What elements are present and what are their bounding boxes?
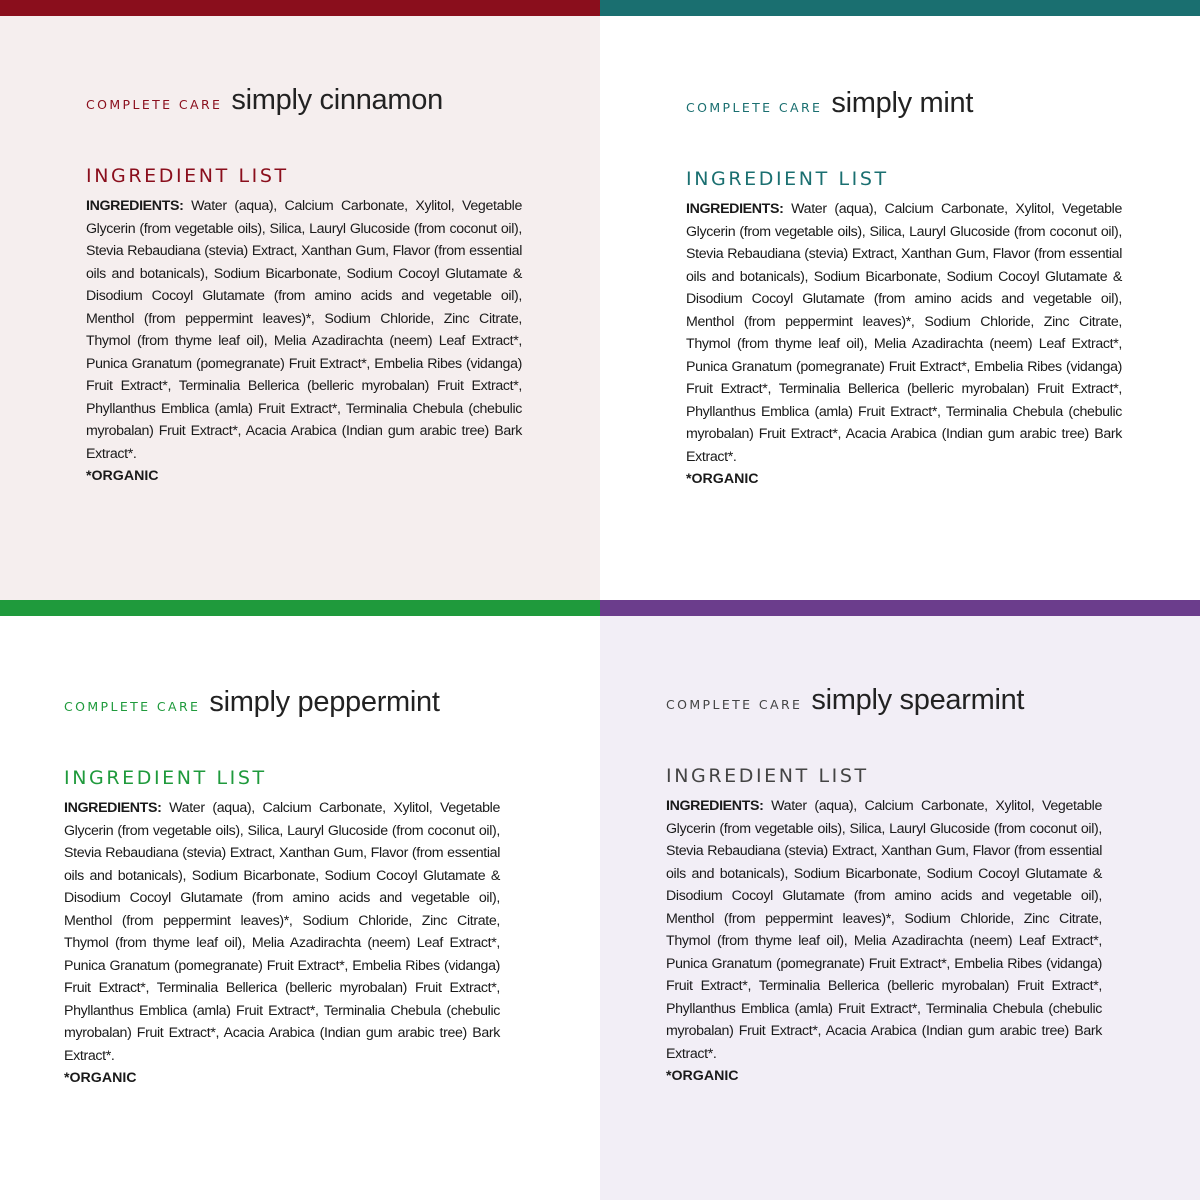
panel-content [686,89,1122,490]
ingredient-list-title: INGREDIENT LIST [64,767,267,789]
accent-bar [0,0,600,16]
ingredient-list-title: INGREDIENT LIST [686,168,889,190]
ingredients-label: INGREDIENTS: [86,198,184,214]
panel-mint [600,0,1200,600]
accent-bar [0,600,600,616]
product-name: simply spearmint [811,684,1025,716]
ingredients-body: Water (aqua), Calcium Carbonate, Xylitol, Vegetable Glycerin (from vegetable oils), Silica, Lauryl Glucoside (from coconut oil), Stevia Rebaudiana (stevia) Extract, Xanthan Gum, Flavor (from essential oils and botanicals), Sodium Bicarbonate, Sodium Cocoyl Glutamate & Disodium Cocoyl Glutamate (from amino acids and vegetable oil), Menthol (from peppermint leaves)*, Sodium Chloride, Zinc Citrate, Thymol (from thyme leaf oil), Melia Azadirachta (neem) Leaf Extract*, Punica Granatum (pomegranate) Fruit Extract*, Embelia Ribes (vidanga) Fruit Extract*, Terminalia Bellerica (belleric myrobalan) Fruit Extract*, Phyllanthus Emblica (amla) Fruit Extract*, Terminalia Chebula (chebulic myrobalan) Fruit Extract*, Acacia Arabica (Indian gum arabic tree) Bark Extract*. [64,800,500,1064]
ingredients-text [666,795,1102,1065]
ingredients-label: INGREDIENTS: [64,800,162,816]
ingredients-body: Water (aqua), Calcium Carbonate, Xylitol, Vegetable Glycerin (from vegetable oils), Silica, Lauryl Glucoside (from coconut oil), Stevia Rebaudiana (stevia) Extract, Xanthan Gum, Flavor (from essential oils and botanicals), Sodium Bicarbonate, Sodium Cocoyl Glutamate & Disodium Cocoyl Glutamate (from amino acids and vegetable oil), Menthol (from peppermint leaves)*, Sodium Chloride, Zinc Citrate, Thymol (from thyme leaf oil), Melia Azadirachta (neem) Leaf Extract*, Punica Granatum (pomegranate) Fruit Extract*, Embelia Ribes (vidanga) Fruit Extract*, Terminalia Bellerica (belleric myrobalan) Fruit Extract*, Phyllanthus Emblica (amla) Fruit Extract*, Terminalia Chebula (chebulic myrobalan) Fruit Extract*, Acacia Arabica (Indian gum arabic tree) Bark Extract*. [666,798,1102,1062]
ingredients-body: Water (aqua), Calcium Carbonate, Xylitol, Vegetable Glycerin (from vegetable oils), Silica, Lauryl Glucoside (from coconut oil), Stevia Rebaudiana (stevia) Extract, Xanthan Gum, Flavor (from essential oils and botanicals), Sodium Bicarbonate, Sodium Cocoyl Glutamate & Disodium Cocoyl Glutamate (from amino acids and vegetable oil), Menthol (from peppermint leaves)*, Sodium Chloride, Zinc Citrate, Thymol (from thyme leaf oil), Melia Azadirachta (neem) Leaf Extract*, Punica Granatum (pomegranate) Fruit Extract*, Embelia Ribes (vidanga) Fruit Extract*, Terminalia Bellerica (belleric myrobalan) Fruit Extract*, Phyllanthus Emblica (amla) Fruit Extract*, Terminalia Chebula (chebulic myrobalan) Fruit Extract*, Acacia Arabica (Indian gum arabic tree) Bark Extract*. [86,198,522,462]
ingredients-body: Water (aqua), Calcium Carbonate, Xylitol, Vegetable Glycerin (from vegetable oils), Silica, Lauryl Glucoside (from coconut oil), Stevia Rebaudiana (stevia) Extract, Xanthan Gum, Flavor (from essential oils and botanicals), Sodium Bicarbonate, Sodium Cocoyl Glutamate & Disodium Cocoyl Glutamate (from amino acids and vegetable oil), Menthol (from peppermint leaves)*, Sodium Chloride, Zinc Citrate, Thymol (from thyme leaf oil), Melia Azadirachta (neem) Leaf Extract*, Punica Granatum (pomegranate) Fruit Extract*, Embelia Ribes (vidanga) Fruit Extract*, Terminalia Bellerica (belleric myrobalan) Fruit Extract*, Phyllanthus Emblica (amla) Fruit Extract*, Terminalia Chebula (chebulic myrobalan) Fruit Extract*, Acacia Arabica (Indian gum arabic tree) Bark Extract*. [686,201,1122,465]
ingredients-label: INGREDIENTS: [686,201,784,217]
panel-spearmint [600,600,1200,1200]
panel-content [666,686,1102,1087]
product-heading [64,688,500,717]
brand-label: COMPLETE CARE [64,699,201,714]
product-heading [86,86,522,115]
product-name: simply peppermint [209,686,440,718]
organic-note: *ORGANIC [86,468,159,484]
panel-content [64,688,500,1089]
panel-content [86,86,522,487]
panel-cinnamon [0,0,600,600]
ingredients-text [86,195,522,465]
organic-note: *ORGANIC [666,1068,739,1084]
accent-bar [600,600,1200,616]
ingredients-text [64,797,500,1067]
ingredients-label: INGREDIENTS: [666,798,764,814]
ingredients-text [686,198,1122,468]
brand-label: COMPLETE CARE [666,697,803,712]
product-heading [666,686,1102,715]
product-name: simply mint [831,87,974,119]
panel-peppermint [0,600,600,1200]
brand-label: COMPLETE CARE [86,97,223,112]
accent-bar [600,0,1200,16]
product-name: simply cinnamon [231,84,443,116]
organic-note: *ORGANIC [64,1070,137,1086]
ingredient-list-title: INGREDIENT LIST [86,165,289,187]
organic-note: *ORGANIC [686,471,759,487]
product-heading [686,89,1122,118]
ingredient-list-title: INGREDIENT LIST [666,765,869,787]
brand-label: COMPLETE CARE [686,100,823,115]
